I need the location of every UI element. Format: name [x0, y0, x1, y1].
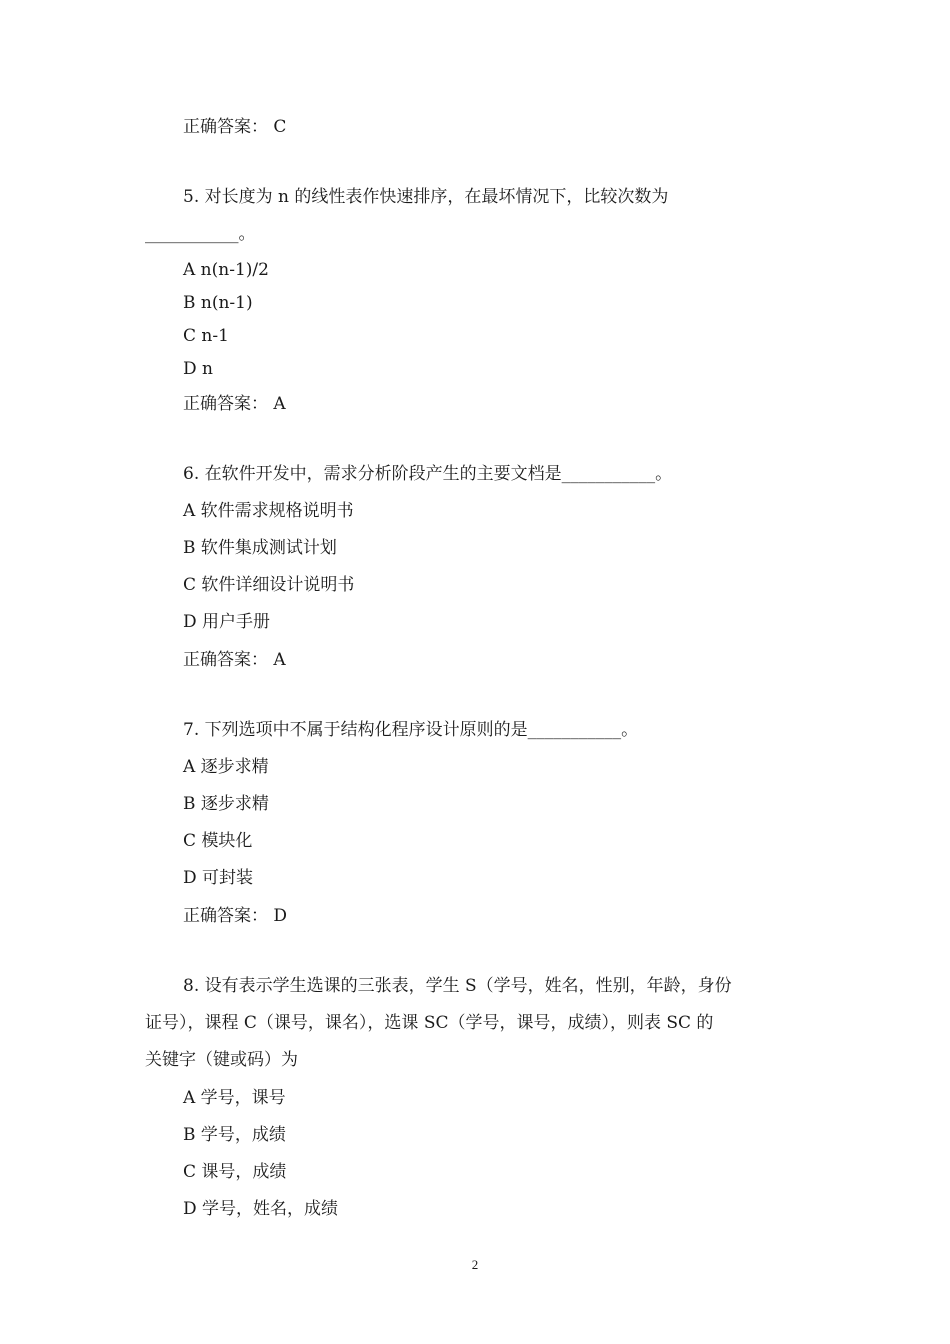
question-stem: 证号），课程 C（课号，课名），选课 SC（学号，课号，成绩），则表 SC 的	[145, 1013, 714, 1033]
previous-answer: 正确答案： C	[183, 117, 287, 137]
option-a: A 学号，课号	[183, 1088, 286, 1108]
option-a: A n(n-1)/2	[183, 260, 269, 280]
option-d: D n	[183, 359, 213, 379]
question-stem: 6. 在软件开发中，需求分析阶段产生的主要文档是___________。	[183, 464, 673, 484]
answer: 正确答案： A	[183, 394, 286, 414]
option-b: B 软件集成测试计划	[183, 538, 337, 558]
option-d: D 学号，姓名，成绩	[183, 1199, 339, 1219]
question-stem: 关键字（键或码）为	[145, 1050, 298, 1070]
option-a: A 软件需求规格说明书	[183, 501, 354, 521]
question-stem: 8. 设有表示学生选课的三张表，学生 S（学号，姓名，性别，年龄，身份	[183, 976, 732, 996]
option-b: B 逐步求精	[183, 794, 269, 814]
option-a: A 逐步求精	[183, 757, 269, 777]
question-stem: 5. 对长度为 n 的线性表作快速排序，在最坏情况下，比较次数为	[183, 187, 669, 207]
option-c: C 模块化	[183, 831, 253, 851]
option-b: B n(n-1)	[183, 293, 253, 313]
answer: 正确答案： A	[183, 650, 286, 670]
option-c: C n-1	[183, 326, 229, 346]
answer: 正确答案： D	[183, 906, 288, 926]
option-c: C 软件详细设计说明书	[183, 575, 355, 595]
option-c: C 课号，成绩	[183, 1162, 287, 1182]
question-stem: ___________。	[145, 224, 256, 244]
option-b: B 学号，成绩	[183, 1125, 286, 1145]
option-d: D 可封装	[183, 868, 254, 888]
option-d: D 用户手册	[183, 612, 271, 632]
page-number: 2	[471, 1257, 479, 1272]
question-stem: 7. 下列选项中不属于结构化程序设计原则的是___________。	[183, 720, 639, 740]
